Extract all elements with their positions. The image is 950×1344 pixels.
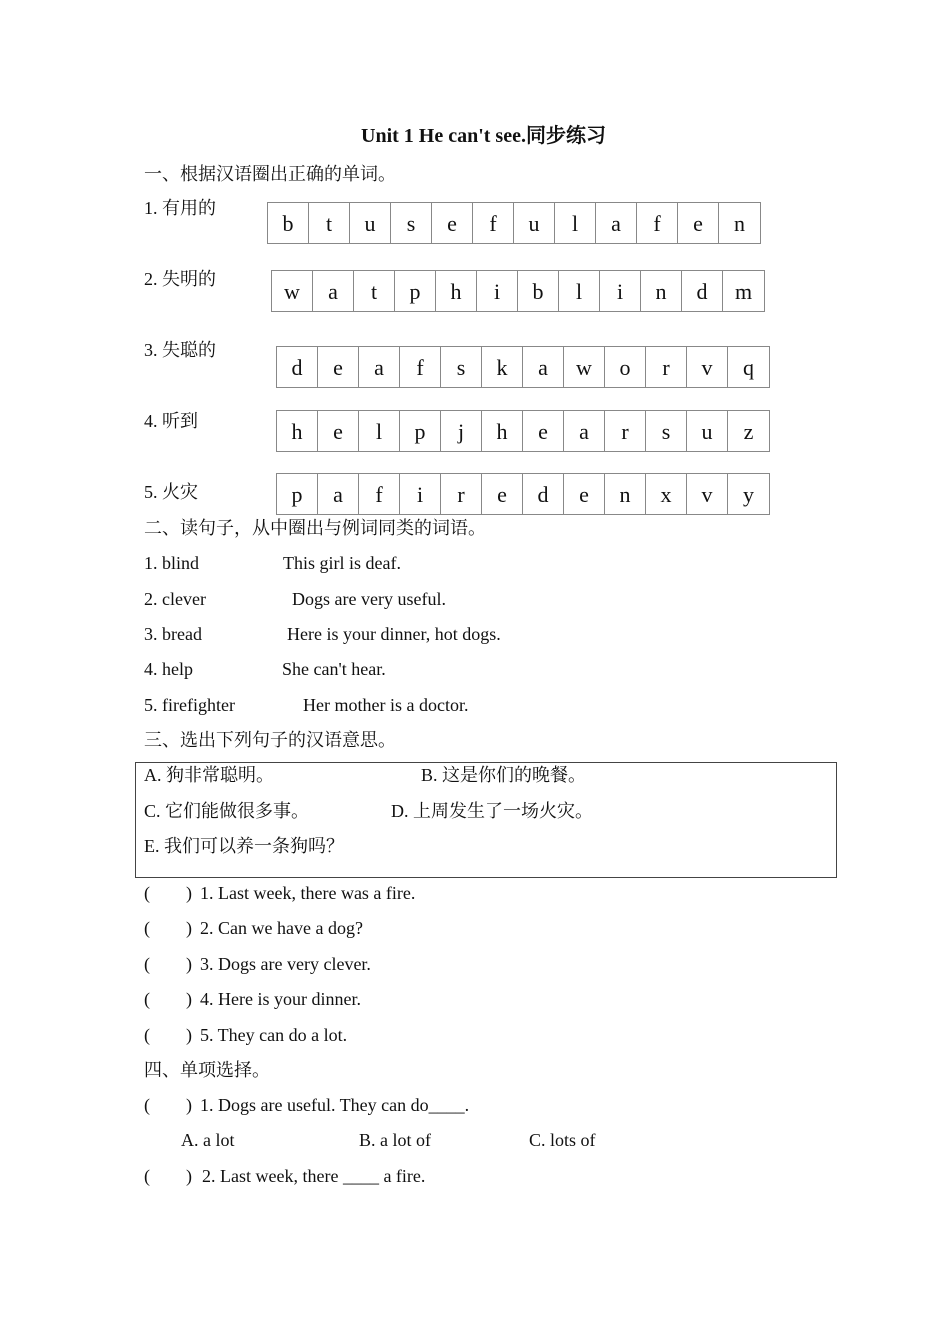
letter-cell[interactable]: s	[391, 203, 432, 243]
letter-cell[interactable]: u	[514, 203, 555, 243]
letter-cell[interactable]: h	[482, 411, 523, 451]
answer-blank[interactable]: ( )	[144, 918, 192, 938]
letter-cell[interactable]: w	[564, 347, 605, 387]
s2-word: 5. firefighter	[144, 695, 235, 715]
answer-blank[interactable]: ( )	[144, 883, 192, 903]
answer-blank[interactable]: ( )	[144, 954, 192, 974]
letter-cell[interactable]: e	[678, 203, 719, 243]
letter-cell[interactable]: l	[359, 411, 400, 451]
letter-cell[interactable]: l	[559, 271, 600, 311]
s2-sentence: This girl is deaf.	[283, 553, 401, 573]
letter-cell[interactable]: p	[400, 411, 441, 451]
answer-blank[interactable]: ( )	[144, 1025, 192, 1045]
section-2-heading: 二、读句子，从中圈出与例词同类的词语。	[144, 518, 486, 538]
letter-cell[interactable]: f	[473, 203, 514, 243]
option-c: C. 它们能做很多事。	[144, 801, 310, 821]
s2-word: 4. help	[144, 659, 193, 679]
letter-cell[interactable]: l	[555, 203, 596, 243]
section-3-heading: 三、选出下列句子的汉语意思。	[144, 730, 396, 750]
letter-cell[interactable]: d	[682, 271, 723, 311]
s1-item-4-label: 4. 听到	[144, 411, 198, 431]
letter-cell[interactable]: e	[482, 474, 523, 514]
s2-sentence: Dogs are very useful.	[292, 589, 446, 609]
letter-cell[interactable]: t	[354, 271, 395, 311]
letter-cell[interactable]: i	[477, 271, 518, 311]
answer-blank[interactable]: ( )	[144, 1095, 192, 1115]
letter-cell[interactable]: r	[605, 411, 646, 451]
letter-cell[interactable]: a	[359, 347, 400, 387]
letter-cell[interactable]: v	[687, 474, 728, 514]
option-e: E. 我们可以养一条狗吗？	[144, 836, 344, 856]
letter-grid-2	[271, 270, 765, 312]
letter-cell[interactable]: u	[350, 203, 391, 243]
letter-grid-4	[276, 410, 770, 452]
section-4-heading: 四、单项选择。	[144, 1060, 270, 1080]
letter-cell[interactable]: j	[441, 411, 482, 451]
choice-b: B. a lot of	[359, 1130, 431, 1150]
s3-question: 2. Can we have a dog?	[200, 918, 363, 938]
letter-cell[interactable]: n	[734, 211, 745, 236]
s4-question-1: 1. Dogs are useful. They can do____.	[200, 1095, 470, 1115]
letter-cell[interactable]: e	[432, 203, 473, 243]
letter-cell[interactable]: b	[518, 271, 559, 311]
letter-cell[interactable]: q	[743, 355, 754, 380]
letter-cell[interactable]: e	[564, 474, 605, 514]
s1-item-2-label: 2. 失明的	[144, 269, 216, 289]
s2-word: 1. blind	[144, 553, 200, 573]
letter-cell[interactable]: a	[564, 411, 605, 451]
option-d: D. 上周发生了一场火灾。	[391, 801, 593, 821]
s1-item-5-label: 5. 火灾	[144, 482, 198, 502]
letter-cell[interactable]: k	[482, 347, 523, 387]
choice-a: A. a lot	[181, 1130, 235, 1150]
choice-c: C. lots of	[529, 1130, 596, 1150]
s3-question: 4. Here is your dinner.	[200, 989, 361, 1009]
letter-cell[interactable]: o	[605, 347, 646, 387]
letter-cell[interactable]: z	[743, 419, 754, 444]
page-title: Unit 1 He can't see.同步练习	[361, 125, 606, 147]
s2-word: 2. clever	[144, 589, 206, 609]
option-b: B. 这是你们的晚餐。	[421, 765, 587, 785]
s2-sentence: Here is your dinner, hot dogs.	[287, 624, 501, 644]
letter-cell[interactable]: i	[400, 474, 441, 514]
letter-cell[interactable]: d	[523, 474, 564, 514]
letter-cell[interactable]: x	[646, 474, 687, 514]
s4-question-2: 2. Last week, there ____ a fire.	[202, 1166, 426, 1186]
letter-cell[interactable]: a	[313, 271, 354, 311]
s2-sentence: Her mother is a doctor.	[303, 695, 469, 715]
letter-cell[interactable]: h	[277, 411, 318, 451]
letter-grid-3	[276, 346, 770, 388]
letter-cell[interactable]: s	[646, 411, 687, 451]
letter-cell[interactable]: p	[277, 474, 318, 514]
answer-blank[interactable]: ( )	[144, 1166, 192, 1186]
s1-item-1-label: 1. 有用的	[144, 198, 216, 218]
s2-word: 3. bread	[144, 624, 202, 644]
s3-question: 5. They can do a lot.	[200, 1025, 348, 1045]
letter-cell[interactable]: u	[687, 411, 728, 451]
letter-cell[interactable]: s	[441, 347, 482, 387]
section-1-heading: 一、根据汉语圈出正确的单词。	[144, 164, 396, 184]
letter-cell[interactable]: i	[600, 271, 641, 311]
option-a: A. 狗非常聪明。	[144, 765, 274, 785]
letter-cell[interactable]: f	[637, 203, 678, 243]
letter-cell[interactable]: t	[309, 203, 350, 243]
letter-cell[interactable]: m	[734, 279, 753, 304]
letter-grid-1	[267, 202, 761, 244]
letter-cell[interactable]: e	[318, 411, 359, 451]
letter-cell[interactable]: a	[596, 203, 637, 243]
letter-grid-5	[276, 473, 770, 515]
letter-cell[interactable]: e	[318, 347, 359, 387]
letter-cell[interactable]: p	[395, 271, 436, 311]
s1-item-3-label: 3. 失聪的	[144, 340, 216, 360]
letter-cell[interactable]: r	[441, 474, 482, 514]
letter-cell[interactable]: a	[523, 347, 564, 387]
letter-cell[interactable]: f	[359, 474, 400, 514]
s3-question: 1. Last week, there was a fire.	[200, 883, 416, 903]
answer-blank[interactable]: ( )	[144, 989, 192, 1009]
letter-cell[interactable]: n	[605, 474, 646, 514]
letter-cell[interactable]: y	[743, 482, 754, 507]
letter-cell[interactable]: b	[268, 203, 309, 243]
letter-cell[interactable]: f	[400, 347, 441, 387]
s3-question: 3. Dogs are very clever.	[200, 954, 371, 974]
letter-cell[interactable]: h	[436, 271, 477, 311]
letter-cell[interactable]: v	[687, 347, 728, 387]
letter-cell[interactable]: n	[641, 271, 682, 311]
letter-cell[interactable]: r	[646, 347, 687, 387]
s2-sentence: She can't hear.	[282, 659, 386, 679]
letter-cell[interactable]: w	[272, 271, 313, 311]
letter-cell[interactable]: a	[318, 474, 359, 514]
letter-cell[interactable]: e	[523, 411, 564, 451]
letter-cell[interactable]: d	[277, 347, 318, 387]
